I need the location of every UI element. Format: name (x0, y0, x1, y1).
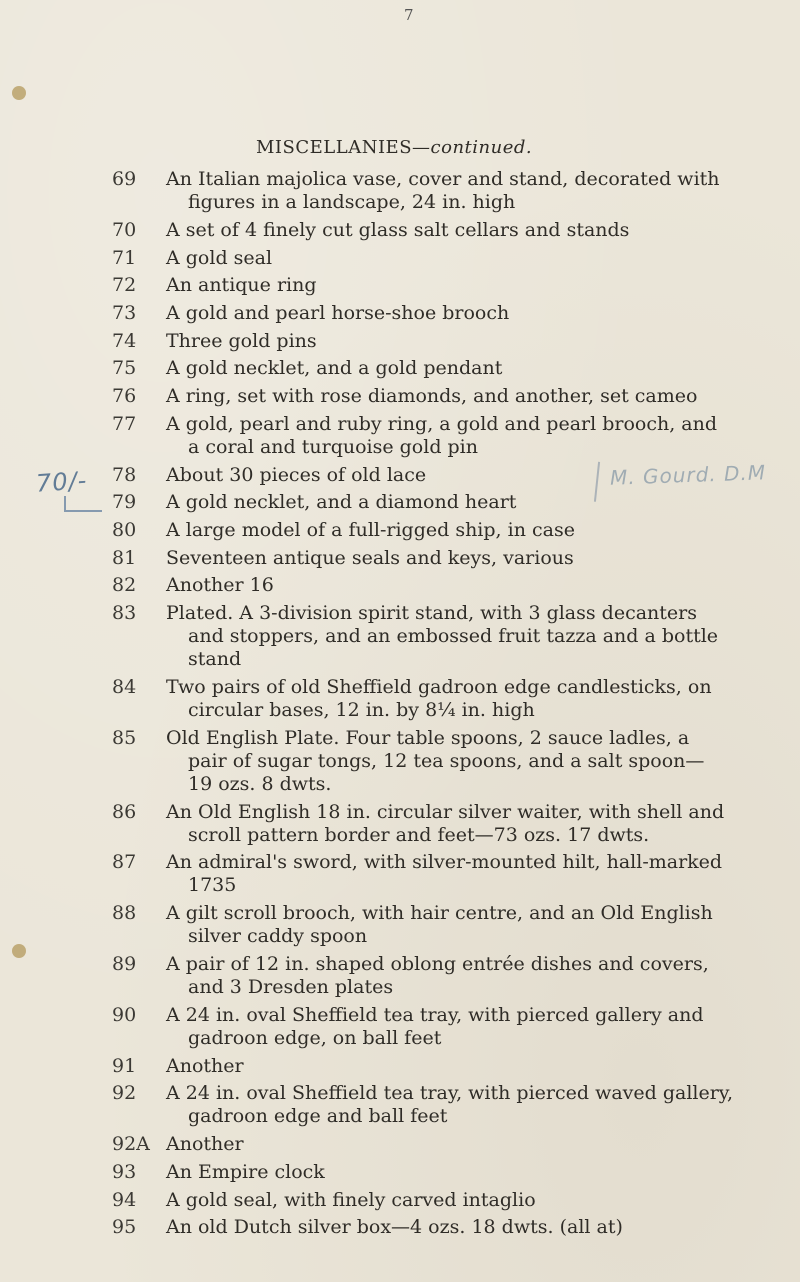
lot-description-line: A gold necklet, and a diamond heart (166, 491, 517, 514)
lot-number: 84 (112, 675, 137, 698)
lot-description-line: Plated. A 3-division spirit stand, with 3 glass decanters (166, 602, 697, 624)
lot-description (166, 851, 794, 897)
lot-number: 86 (112, 800, 137, 823)
margin-bracket (64, 496, 102, 512)
lot-description (166, 602, 794, 671)
running-head-title: MISCELLANIES (256, 137, 413, 158)
lot-description (166, 168, 794, 214)
lot-description (166, 274, 794, 297)
lot-description-continuation: gadroon edge, on ball feet (188, 1026, 442, 1049)
lot-number: 76 (112, 385, 137, 407)
lot-description-line: Another (166, 1054, 244, 1077)
lot-number: 91 (112, 1054, 137, 1077)
lot-description-continuation: figures in a landscape, 24 in. high (188, 191, 516, 213)
lot-description-line: Two pairs of old Sheffield gadroon edge candlesticks, on (166, 675, 712, 698)
lot-description-line: Seventeen antique seals and keys, various (166, 546, 574, 569)
lot-number: 88 (112, 902, 137, 925)
lot-number: 82 (112, 574, 137, 597)
lot-number: 93 (112, 1160, 137, 1183)
lot-description-line: An old Dutch silver box—4 ozs. 18 dwts. (all at) (166, 1216, 623, 1239)
lot-description (166, 491, 794, 514)
lot-description-line: A pair of 12 in. shaped oblong entrée dishes and covers, (166, 953, 709, 975)
lot-description-continuation: 19 ozs. 8 dwts. (188, 772, 332, 795)
lot-description-continuation: a coral and turquoise gold pin (188, 435, 479, 458)
binding-hole-bottom (12, 944, 26, 958)
lot-description (166, 1082, 794, 1128)
lot-description-continuation: scroll pattern border and feet—73 ozs. 17 dwts. (188, 823, 650, 846)
lot-description-line: A gold necklet, and a gold pendant (166, 357, 503, 380)
lot-number: 89 (112, 953, 137, 975)
running-head-suffix: —continued. (412, 137, 533, 158)
lot-description-continuation: silver caddy spoon (188, 925, 368, 948)
lot-number: 72 (112, 274, 137, 297)
lot-description-line: A 24 in. oval Sheffield tea tray, with pierced waved gallery, (166, 1082, 734, 1105)
lot-number: 71 (112, 246, 137, 269)
lot-description (166, 1216, 794, 1239)
lot-description (166, 247, 794, 270)
lot-description (166, 464, 794, 487)
lot-description-continuation: pair of sugar tongs, 12 tea spoons, and a salt spoon— (188, 749, 705, 772)
lot-description (166, 574, 794, 597)
lot-description-line: About 30 pieces of old lace (166, 463, 427, 486)
lot-number: 80 (112, 518, 137, 541)
lot-description (166, 953, 794, 999)
lot-description-line: A set of 4 finely cut glass salt cellars and stands (166, 218, 630, 241)
lot-description (166, 519, 794, 542)
lot-description (166, 357, 794, 380)
lot-number: 92 (112, 1082, 137, 1105)
lot-number: 69 (112, 168, 137, 190)
lot-number: 92A (112, 1133, 150, 1156)
lot-description-line: A 24 in. oval Sheffield tea tray, with pierced gallery and (166, 1003, 704, 1026)
lot-description-line: A large model of a full-rigged ship, in case (166, 518, 575, 541)
lot-number: 94 (112, 1188, 137, 1211)
lot-number: 83 (112, 602, 137, 624)
lot-description-line: An Old English 18 in. circular silver waiter, with shell and (166, 800, 725, 823)
lot-description (166, 902, 794, 948)
lot-description (166, 302, 794, 325)
lot-description (166, 1004, 794, 1050)
lot-number: 73 (112, 301, 137, 324)
lot-description-line: An Italian majolica vase, cover and stand, decorated with (166, 168, 720, 190)
lot-description-line: An antique ring (166, 274, 317, 297)
lot-description-line: A gold, pearl and ruby ring, a gold and pearl brooch, and (166, 412, 718, 435)
lot-description (166, 1161, 794, 1184)
lot-description-continuation: and stoppers, and an embossed fruit tazza and a bottle (188, 625, 719, 647)
lot-number: 75 (112, 357, 137, 380)
lot-number: 70 (112, 218, 137, 241)
lot-description-line: A gold seal (166, 246, 273, 269)
lot-description-line: A gold and pearl horse-shoe brooch (166, 301, 510, 324)
lot-description (166, 801, 794, 847)
lot-number: 85 (112, 726, 137, 749)
lot-description-line: A gold seal, with finely carved intaglio (166, 1188, 536, 1211)
lot-description-line: An admiral's sword, with silver-mounted hilt, hall-marked (166, 851, 723, 874)
margin-note-left: 70/- (35, 466, 89, 498)
lot-description (166, 1055, 794, 1078)
margin-note-right: M. Gourd. D.M (609, 460, 767, 490)
lot-description (166, 330, 794, 353)
lot-description-line: A gilt scroll brooch, with hair centre, and an Old English (166, 902, 713, 925)
lot-description (166, 727, 794, 796)
lot-number: 95 (112, 1216, 137, 1239)
lot-description-continuation: and 3 Dresden plates (188, 976, 394, 998)
lot-description-line: An Empire clock (166, 1160, 325, 1183)
lot-number: 79 (112, 491, 137, 514)
lot-description-line: Another (166, 1133, 244, 1156)
lot-description-line: Another 16 (166, 574, 274, 597)
lot-description (166, 547, 794, 570)
lot-description (166, 1189, 794, 1212)
lot-number: 77 (112, 412, 137, 435)
lot-description-line: Old English Plate. Four table spoons, 2 sauce ladles, a (166, 726, 690, 749)
lot-description-line: Three gold pins (166, 329, 317, 352)
binding-hole-top (12, 86, 26, 100)
lot-number: 87 (112, 851, 137, 874)
lot-number: 78 (112, 463, 137, 486)
lot-description-continuation: gadroon edge and ball feet (188, 1105, 448, 1128)
lot-description (166, 1133, 794, 1156)
lot-description-continuation: 1735 (188, 874, 237, 897)
lot-description (166, 219, 794, 242)
lot-number: 90 (112, 1003, 137, 1026)
lot-description (166, 413, 794, 459)
lot-description (166, 385, 794, 408)
running-head (256, 137, 532, 158)
page-number: 7 (404, 6, 414, 24)
lot-description (166, 676, 794, 722)
lot-number: 74 (112, 329, 137, 352)
lot-description-continuation: circular bases, 12 in. by 8¼ in. high (188, 698, 535, 721)
lot-number: 81 (112, 546, 137, 569)
lot-description-continuation: stand (188, 648, 242, 670)
lot-description-line: A ring, set with rose diamonds, and another, set cameo (166, 385, 698, 407)
